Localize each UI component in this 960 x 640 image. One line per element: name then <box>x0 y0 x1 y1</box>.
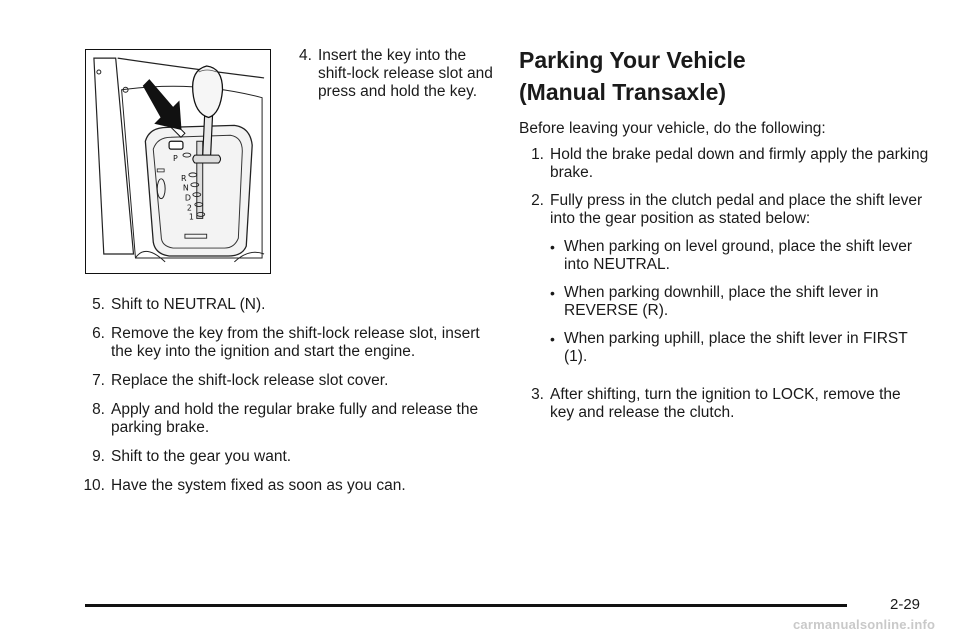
list-item <box>74 296 494 314</box>
list-item <box>519 386 929 422</box>
heading-line-1: Parking Your Vehicle <box>519 47 746 73</box>
step-text: After shifting, turn the ignition to LOCK, remove the key and release the clutch. <box>550 386 901 421</box>
parking-section <box>519 44 929 432</box>
heading-line-2: (Manual Transaxle) <box>519 79 727 105</box>
screw-icon <box>97 70 101 74</box>
gear-letter-2: 2 <box>186 203 192 213</box>
bullet-item <box>550 330 929 366</box>
step-number: 5. <box>92 296 105 313</box>
step-text: Replace the shift-lock release slot cover. <box>111 372 389 389</box>
page-number: 2-29 <box>890 596 921 613</box>
step-text: Insert the key into the shift-lock release slot and press and hold the key. <box>317 47 493 100</box>
gear-letter-r: R <box>180 173 187 183</box>
list-item <box>74 325 494 361</box>
step-text: Shift to the gear you want. <box>111 448 292 465</box>
list-item <box>74 477 494 495</box>
list-item <box>519 192 929 376</box>
gear-shifter-drawing <box>86 50 270 273</box>
watermark: carmanualsonline.info <box>793 617 936 632</box>
step-text: Shift to NEUTRAL (N). <box>111 296 266 313</box>
gear-letter-1: 1 <box>188 212 194 222</box>
footer-rule <box>85 604 847 607</box>
step-text: Apply and hold the regular brake fully and release the parking brake. <box>111 401 479 436</box>
step-number: 7. <box>92 372 105 389</box>
step-number: 8. <box>92 401 105 418</box>
list-item <box>74 372 494 390</box>
step-text <box>550 192 929 376</box>
gear-position-bullets <box>550 238 929 366</box>
step-number: 4. <box>299 47 312 64</box>
step-text: Remove the key from the shift-lock release slot, insert the key into the ignition and start the engine. <box>111 325 480 360</box>
intro-text: Before leaving your vehicle, do the following: <box>519 120 826 137</box>
step-text: Hold the brake pedal down and firmly apply the parking brake. <box>550 146 929 181</box>
bullet-text: When parking downhill, place the shift lever in REVERSE (R). <box>564 284 879 319</box>
step-number: 6. <box>92 325 105 342</box>
step-number: 2. <box>531 192 544 209</box>
step-text-body: Fully press in the clutch pedal and place the shift lever into the gear position as stated below: <box>550 192 923 227</box>
shift-lock-steps-list <box>74 296 494 506</box>
step-number: 10. <box>83 477 105 494</box>
bullet-text: When parking on level ground, place the shift lever into NEUTRAL. <box>564 238 913 273</box>
bullet-icon: • <box>550 239 555 255</box>
section-heading <box>519 44 929 108</box>
console-edge <box>118 58 264 78</box>
parking-steps-list <box>519 146 929 422</box>
step-4 <box>299 47 499 101</box>
step-text: Have the system fixed as soon as you can. <box>111 477 406 494</box>
list-item <box>74 401 494 437</box>
shift-lock-release-slot <box>169 141 183 149</box>
list-item <box>74 448 494 466</box>
shift-lock-illustration <box>85 49 271 274</box>
step-number: 9. <box>92 448 105 465</box>
bullet-icon: • <box>550 285 555 301</box>
gear-letter-n: N <box>182 183 189 193</box>
step-number: 1. <box>531 146 544 163</box>
shift-lever-shaft <box>203 114 213 156</box>
gear-letter-p: P <box>173 154 178 164</box>
lever-boot <box>193 155 221 163</box>
arrow-down-right-icon <box>143 80 181 129</box>
bullet-item <box>550 284 929 320</box>
bullet-text: When parking uphill, place the shift lever in FIRST (1). <box>564 330 908 365</box>
bullet-icon: • <box>550 331 555 347</box>
list-item <box>299 47 499 101</box>
step-number: 3. <box>531 386 544 403</box>
bullet-item <box>550 238 929 274</box>
gear-letter-d: D <box>184 193 192 203</box>
shift-knob <box>193 66 223 117</box>
list-item <box>519 146 929 182</box>
